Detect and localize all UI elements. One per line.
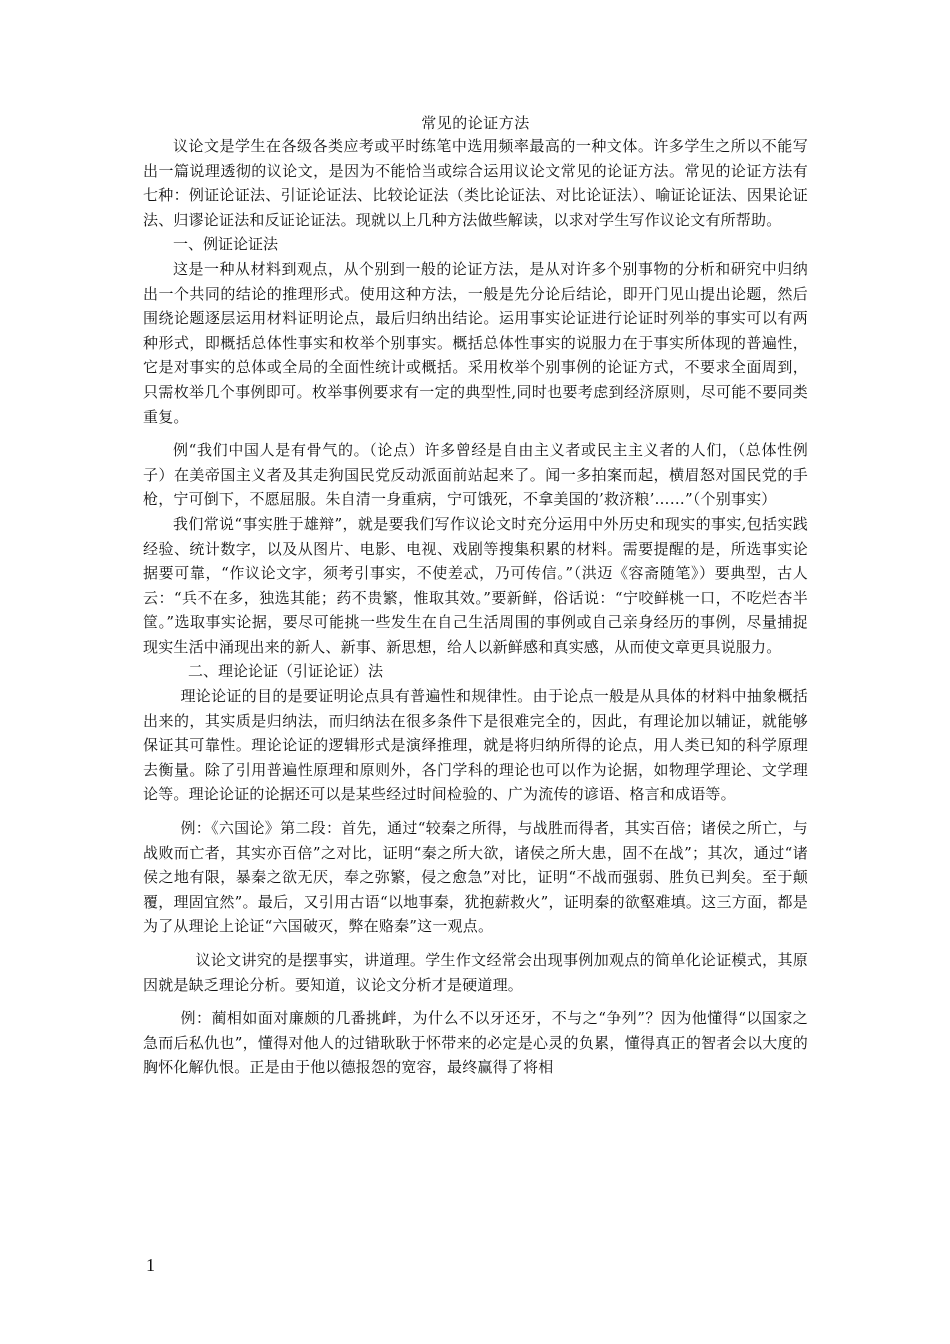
section-heading-theory-argument: 二、理论论证（引证论证）法 (188, 662, 384, 681)
intro-paragraph: 议论文是学生在各级各类应考或平时练笔中选用频率最高的一种文体。许多学生之所以不能写出一篇说理透彻的议论文，是因为不能恰当或综合运用议论文常见的论证方法。常见的论证方法有七种：例证论证法、引证论证法、比较论证法（类比论证法、对比论证法）、喻证论证法、因果论证法、归谬论证法和反证论证法。现就以上几种方法做些解读，以求对学生写作议论文有所帮助。 (143, 137, 808, 229)
paragraph-example-method: 这是一种从材料到观点，从个别到一般的论证方法，是从对许多个别事物的分析和研究中归纳出一个共同的结论的推理形式。使用这种方法，一般是先分论后结论，即开门见山提出论题，然后围绕论题逐层运用材料证明论点，最后归纳出结论。运用事实论证进行论证时列举的事实可以有两种形式，即概括总体性事实和枚举个别事实。概括总体性事实的说服力在于事实所体现的普遍性，它是对事实的总体或全局的全面性统计或概括。采用枚举个别事例的论证方式，不要求全面周到，只需枚举几个事例即可。枚举事例要求有一定的典型性,同时也要考虑到经济原则，尽可能不要同类重复。 (143, 259, 808, 426)
section-heading-example-argument: 一、例证论证法 (173, 235, 279, 254)
paragraph-facts: 我们常说“事实胜于雄辩”，就是要我们写作议论文时充分运用中外历史和现实的事实,包括实践经验、统计数字，以及从图片、电影、电视、戏剧等搜集积累的材料。需要提醒的是，所选事实论据要可靠，“作议论文字，须考引事实，不使差忒，乃可传信。”（洪迈《容斋随笔》）要典型，古人云：“兵不在多，独选其能；药不贵繁，惟取其效。”要新鲜，俗话说：“宁咬鲜桃一口，不吃烂杏半筐。”选取事实论据，要尽可能挑一些发生在自己生活周围的事例或自己亲身经历的事例，尽量捕捉现实生活中涌现出来的新人、新事、新思想，给人以新鲜感和真实感，从而使文章更具说服力。 (143, 514, 808, 656)
page-title: 常见的论证方法 (421, 114, 530, 132)
paragraph-reasoning-note: 议论文讲究的是摆事实，讲道理。学生作文经常会出现事例加观点的简单化论证模式，其原因就是缺乏理论分析。要知道，议论文分析才是硬道理。 (143, 951, 808, 994)
paragraph-liuguolun-example: 例：《六国论》第二段：首先，通过“较秦之所得，与战胜而得者，其实百倍；诸侯之所亡，与战败而亡者，其实亦百倍”之对比，证明“秦之所大欲，诸侯之所大患，固不在战”；其次，通过“诸侯之地有限，暴秦之欲无厌，奉之弥繁，侵之愈急”对比，证明“不战而强弱、胜负已判矣。至于颠覆，理固宜然”。最后，又引用古语“以地事秦，犹抱薪救火”，证明秦的欲壑难填。这三方面，都是为了从理论上论证“六国破灭，弊在赂秦”这一观点。 (143, 819, 808, 936)
page-number: 1 (146, 1255, 155, 1275)
paragraph-example-quote: 例“我们中国人是有骨气的。（论点）许多曾经是自由主义者或民主主义者的人们，（总体性例子）在美帝国主义者及其走狗国民党反动派面前站起来了。闻一多拍案而起，横眉怒对国民党的手枪，宁可倒下，不愿屈服。朱自清一身重病，宁可饿死，不拿美国的’救济粮’……”（个别事实） (143, 441, 808, 509)
paragraph-lin-xiangru-example: 例：蔺相如面对廉颇的几番挑衅，为什么不以牙还牙，不与之“争列”？因为他懂得“以国家之急而后私仇也”，懂得对他人的过错耿耿于怀带来的必定是心灵的负累，懂得真正的智者会以大度的胸怀化解仇恨。正是由于他以德报怨的宽容，最终赢得了将相 (143, 1009, 808, 1077)
document-page (143, 112, 808, 1080)
paragraph-theory-method: 理论论证的目的是要证明论点具有普遍性和规律性。由于论点一般是从具体的材料中抽象概括出来的，其实质是归纳法，而归纳法在很多条件下是很难完全的，因此，有理论加以辅证，就能够保证其可靠性。理论论证的逻辑形式是演绎推理，就是将归纳所得的论点，用人类已知的科学原理去衡量。除了引用普遍性原理和原则外，各门学科的理论也可以作为论据，如物理学理论、文学理论等。理论论证的论据还可以是某些经过时间检验的、广为流传的谚语、格言和成语等。 (143, 687, 808, 804)
